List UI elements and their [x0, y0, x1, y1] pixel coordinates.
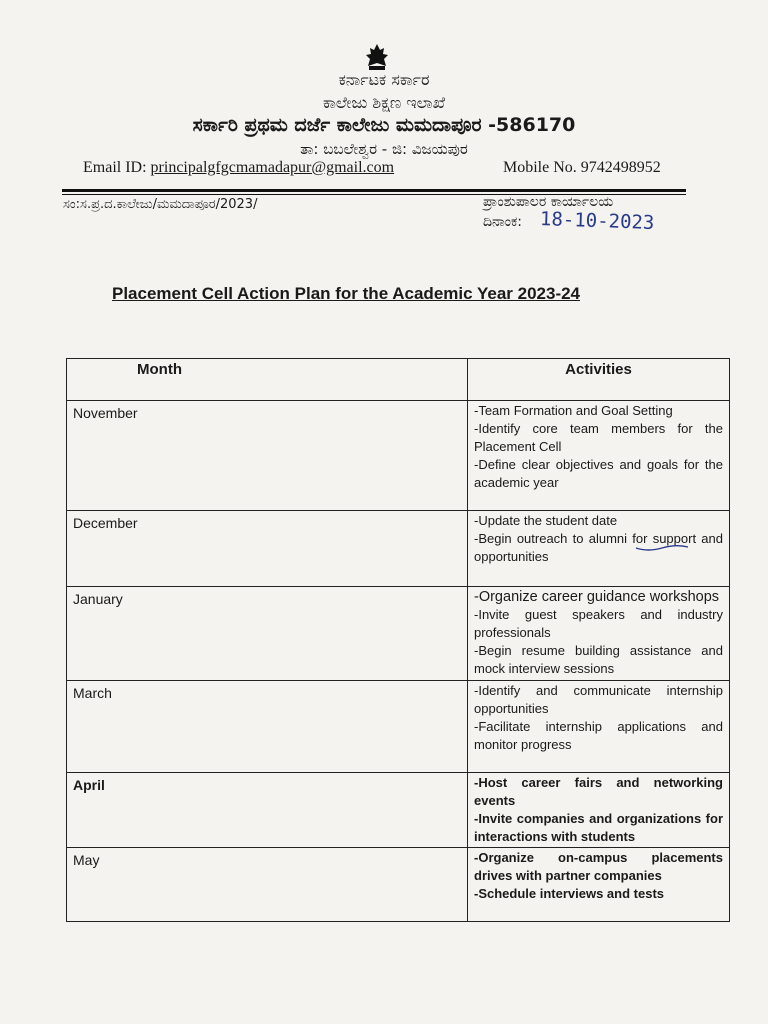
- month-cell: November: [67, 401, 468, 511]
- email-line: [83, 159, 394, 177]
- college-name: ಸರ್ಕಾರಿ ಪ್ರಥಮ ದರ್ಜೆ ಕಾಲೇಜು ಮಮದಾಪೂರ -586170: [192, 114, 576, 136]
- email-link[interactable]: principalgfgcmamadapur@gmail.com: [150, 159, 395, 176]
- activity-item: -Organize career guidance workshops: [474, 589, 720, 605]
- activity-item: -Facilitate internship applications and monitor progress: [474, 719, 723, 752]
- activities-cell: [468, 511, 730, 587]
- activity-item: -Host career fairs and networking events: [474, 775, 723, 808]
- activities-cell: [468, 773, 730, 848]
- month-column-header: Month: [67, 359, 468, 401]
- month-cell: March: [67, 681, 468, 773]
- month-cell: December: [67, 511, 468, 587]
- activity-item: -Organize on-campus placements drives with partner companies: [474, 850, 723, 883]
- activity-item: -Schedule interviews and tests: [474, 886, 665, 901]
- activities-cell: [468, 681, 730, 773]
- table-row: [67, 848, 730, 922]
- activity-item: -Define clear objectives and goals for the academic year: [474, 457, 723, 490]
- activities-column-header: Activities: [468, 359, 730, 401]
- month-cell: April: [67, 773, 468, 848]
- table-row: [67, 401, 730, 511]
- activity-item: -Identify core team members for the Placement Cell: [474, 421, 723, 454]
- month-cell: May: [67, 848, 468, 922]
- activities-cell: [468, 401, 730, 511]
- college-location: ತಾ: ಬಬಲೇಶ್ವರ - ಜಿ: ವಿಜಯಪುರ: [300, 140, 468, 158]
- table-row: [67, 773, 730, 848]
- activity-item: -Invite companies and organizations for interactions with students: [474, 811, 723, 844]
- table-row: [67, 681, 730, 773]
- reference-number: ಸಂ:ಸ.ಪ್ರ.ದ.ಕಾಲೇಜು/ಮಮದಾಪೂರ/2023/: [63, 197, 258, 212]
- table-header-row: [67, 359, 730, 401]
- mobile-number: Mobile No. 9742498952: [503, 159, 661, 176]
- table-row: [67, 587, 730, 681]
- page-title: Placement Cell Action Plan for the Academic Year 2023-24: [112, 284, 581, 303]
- pen-underline-mark: [634, 543, 690, 553]
- activity-item: -Begin resume building assistance and mock interview sessions: [474, 643, 723, 676]
- date-label: ದಿನಾಂಕ:: [483, 214, 522, 230]
- govt-name: ಕರ್ನಾಟಕ ಸರ್ಕಾರ: [338, 70, 430, 89]
- principal-office: ಪ್ರಾಂಶುಪಾಲರ ಕಾರ್ಯಾಲಯ: [483, 194, 614, 210]
- action-plan-table: [66, 358, 730, 922]
- state-emblem-icon: [362, 42, 392, 72]
- department-name: ಕಾಲೇಜು ಶಿಕ್ಷಣ ಇಲಾಖೆ: [323, 93, 445, 112]
- date-handwritten: 18-10-2023: [539, 208, 655, 234]
- activities-cell: [468, 587, 730, 681]
- table-row: [67, 511, 730, 587]
- activity-item: -Update the student date: [474, 513, 618, 528]
- activity-item: -Begin outreach to alumni for support and opportunities: [474, 531, 723, 564]
- activities-cell: [468, 848, 730, 922]
- activity-item: -Invite guest speakers and industry professionals: [474, 607, 723, 640]
- activity-item: -Identify and communicate internship opportunities: [474, 683, 723, 716]
- month-cell: January: [67, 587, 468, 681]
- header-divider: [62, 189, 686, 192]
- email-label: Email ID:: [83, 159, 151, 176]
- activity-item: -Team Formation and Goal Setting: [474, 403, 673, 418]
